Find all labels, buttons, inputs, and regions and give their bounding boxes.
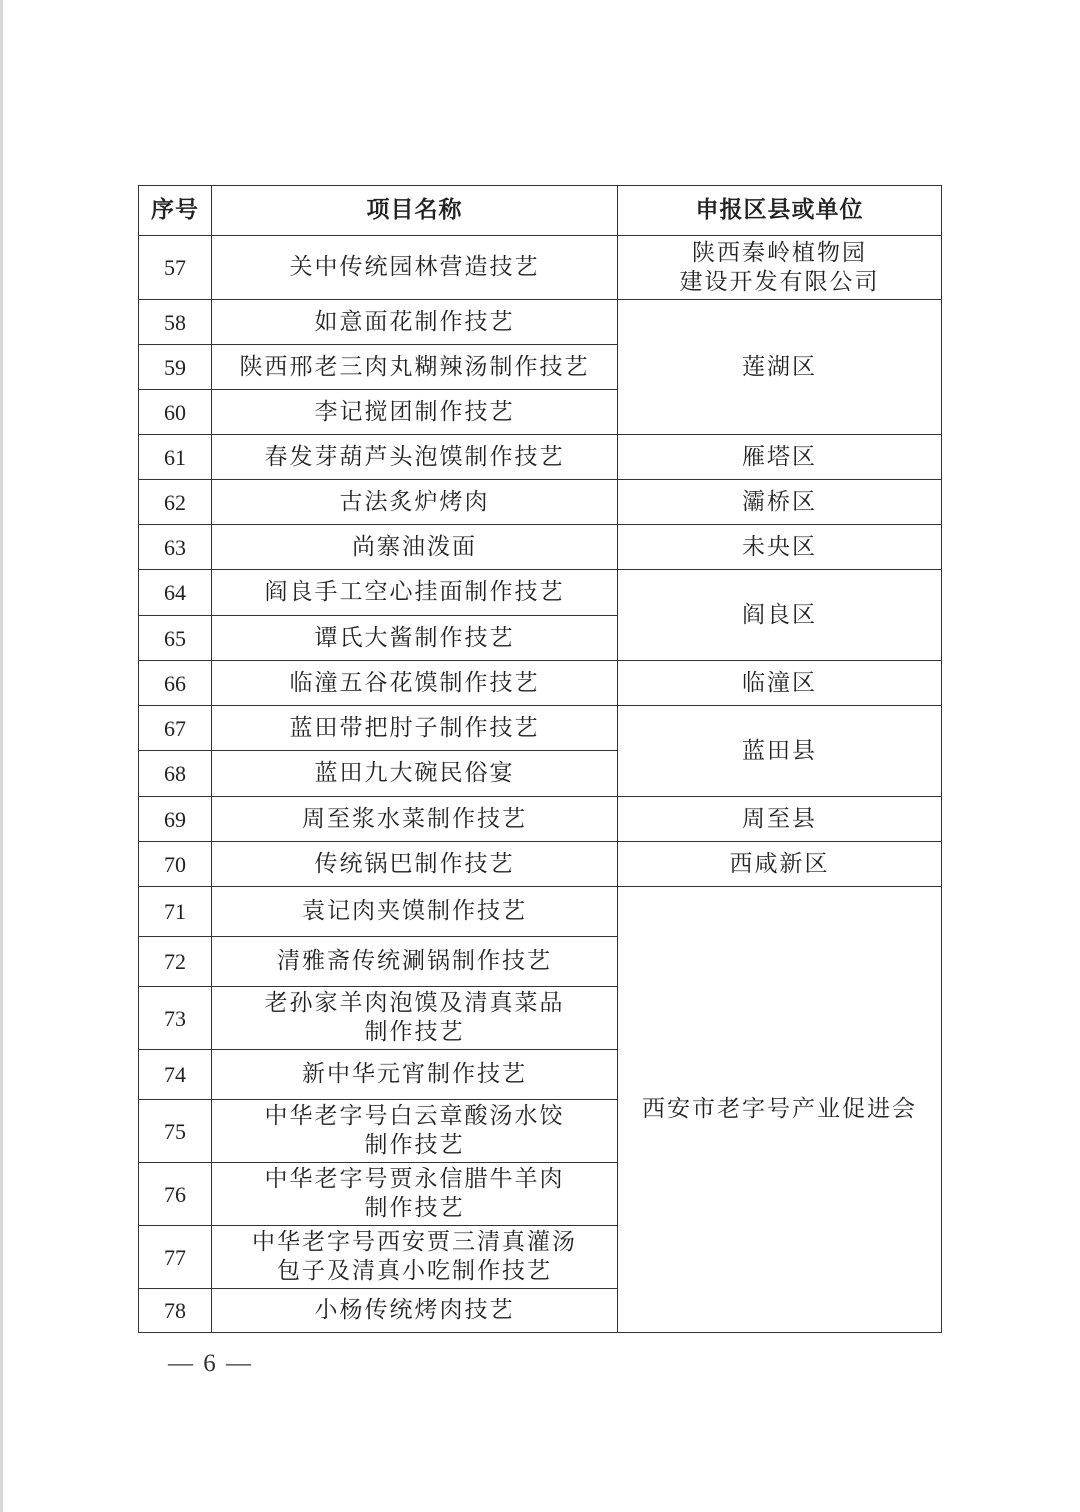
row-number: 63 (139, 525, 212, 570)
project-name: 谭氏大酱制作技艺 (212, 616, 618, 661)
row-number: 71 (139, 887, 212, 937)
row-number: 78 (139, 1289, 212, 1333)
project-name: 蓝田带把肘子制作技艺 (212, 706, 618, 751)
reporting-unit: 西咸新区 (618, 842, 942, 887)
row-number: 73 (139, 987, 212, 1050)
project-name: 春发芽葫芦头泡馍制作技艺 (212, 435, 618, 480)
project-name: 清雅斋传统涮锅制作技艺 (212, 937, 618, 987)
project-name: 李记搅团制作技艺 (212, 390, 618, 435)
table-row (139, 661, 942, 706)
row-number: 68 (139, 751, 212, 797)
reporting-unit: 周至县 (618, 797, 942, 842)
row-number: 74 (139, 1050, 212, 1100)
reporting-unit: 阎良区 (618, 570, 942, 661)
project-name: 陕西邢老三肉丸糊辣汤制作技艺 (212, 345, 618, 390)
project-name: 中华老字号西安贾三清真灌汤 包子及清真小吃制作技艺 (212, 1226, 618, 1289)
reporting-unit: 莲湖区 (618, 300, 942, 435)
table-header-row (139, 186, 942, 236)
project-name: 尚寨油泼面 (212, 525, 618, 570)
row-number: 65 (139, 616, 212, 661)
header-number: 序号 (139, 186, 212, 236)
row-number: 76 (139, 1163, 212, 1226)
reporting-unit: 雁塔区 (618, 435, 942, 480)
project-name: 中华老字号贾永信腊牛羊肉 制作技艺 (212, 1163, 618, 1226)
table-row (139, 842, 942, 887)
table-row (139, 435, 942, 480)
project-name: 老孙家羊肉泡馍及清真菜品 制作技艺 (212, 987, 618, 1050)
table-body (139, 236, 942, 1333)
project-name: 小杨传统烤肉技艺 (212, 1289, 618, 1333)
table-row (139, 525, 942, 570)
table-row (139, 887, 942, 937)
row-number: 66 (139, 661, 212, 706)
row-number: 67 (139, 706, 212, 751)
page-edge (0, 0, 3, 1512)
project-name: 如意面花制作技艺 (212, 300, 618, 345)
header-unit: 申报区县或单位 (618, 186, 942, 236)
reporting-unit: 临潼区 (618, 661, 942, 706)
reporting-unit: 灞桥区 (618, 480, 942, 525)
project-name: 蓝田九大碗民俗宴 (212, 751, 618, 797)
project-name: 袁记肉夹馍制作技艺 (212, 887, 618, 937)
page-number: — 6 — (168, 1350, 253, 1377)
row-number: 72 (139, 937, 212, 987)
row-number: 58 (139, 300, 212, 345)
reporting-unit: 未央区 (618, 525, 942, 570)
project-name: 传统锅巴制作技艺 (212, 842, 618, 887)
project-name: 临潼五谷花馍制作技艺 (212, 661, 618, 706)
project-name: 周至浆水菜制作技艺 (212, 797, 618, 842)
reporting-unit: 陕西秦岭植物园 建设开发有限公司 (618, 236, 942, 300)
row-number: 70 (139, 842, 212, 887)
row-number: 75 (139, 1100, 212, 1163)
project-name: 新中华元宵制作技艺 (212, 1050, 618, 1100)
table-row (139, 797, 942, 842)
row-number: 77 (139, 1226, 212, 1289)
row-number: 69 (139, 797, 212, 842)
row-number: 59 (139, 345, 212, 390)
project-name: 阎良手工空心挂面制作技艺 (212, 570, 618, 616)
reporting-unit: 蓝田县 (618, 706, 942, 797)
reporting-unit: 西安市老字号产业促进会 (618, 887, 942, 1333)
row-number: 62 (139, 480, 212, 525)
row-number: 64 (139, 570, 212, 616)
project-table (138, 185, 942, 1333)
project-name: 中华老字号白云章酸汤水饺 制作技艺 (212, 1100, 618, 1163)
row-number: 57 (139, 236, 212, 300)
row-number: 60 (139, 390, 212, 435)
table-row (139, 300, 942, 345)
project-name: 古法炙炉烤肉 (212, 480, 618, 525)
table-row (139, 570, 942, 616)
header-project-name: 项目名称 (212, 186, 618, 236)
project-name: 关中传统园林营造技艺 (212, 236, 618, 300)
table-row (139, 480, 942, 525)
table-row (139, 706, 942, 751)
row-number: 61 (139, 435, 212, 480)
table-row (139, 236, 942, 300)
